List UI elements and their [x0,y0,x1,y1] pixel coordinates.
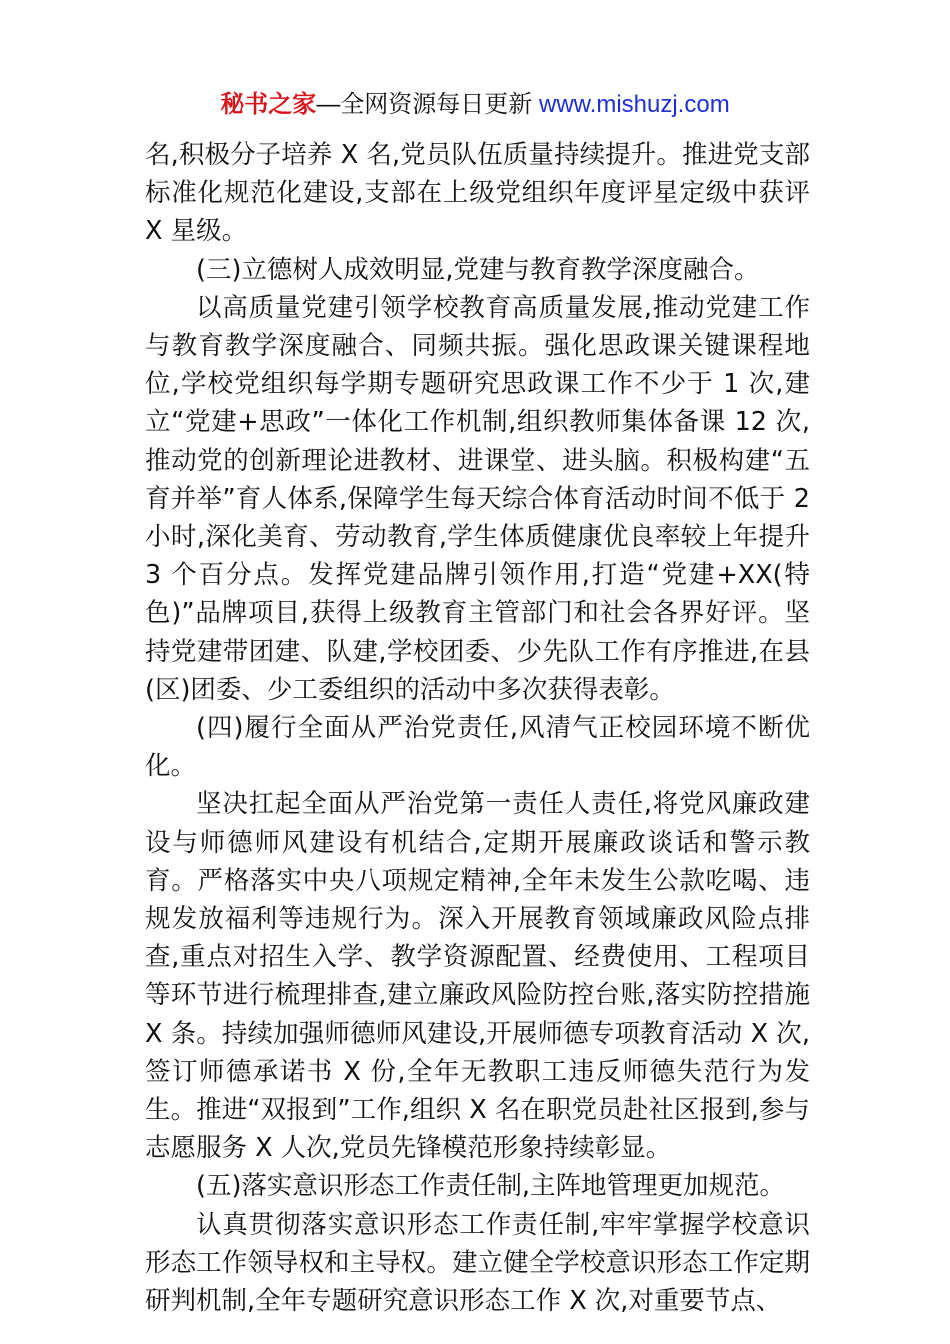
document-body [145,136,810,1320]
section-heading-4: (四)履行全面从严治党责任,风清气正校园环境不断优化。 [145,713,810,782]
brand-name: 秘书之家 [220,91,317,118]
page-header [0,90,950,120]
paragraph: 认真贯彻落实意识形态工作责任制,牢牢掌握学校意识形态工作领导权和主导权。建立健全学校意识形态工作定期研判机制,全年专题研究意识形态工作 X 次,对重要节点、 [145,1209,810,1317]
section-heading-3: (三)立德树人成效明显,党建与教育教学深度融合。 [196,254,760,285]
paragraph: 坚决扛起全面从严治党第一责任人责任,将党风廉政建设与师德师风建设有机结合,定期开展廉政谈话和警示教育。严格落实中央八项规定精神,全年未发生公款吃喝、违规发放福利等违规行为。深入开展教育领域廉政风险点排查,重点对招生入学、教学资源配置、经费使用、工程项目等环节进行梳理排查,建立廉政风险防控台账,落实防控措施 X 条。持续加强师德师风建设,开展师德专项教育活动 X 次,签订师德承诺书 X 份,全年无教职工违反师德失范行为发生。推进“双报到”工作,组织 X 名在职党员赴社区报到,参与志愿服务 X 人次,党员先锋模范形象持续彰显。 [145,789,810,1164]
paragraph-continued: 名,积极分子培养 X 名,党员队伍质量持续提升。推进党支部标准化规范化建设,支部在上级党组织年度评星定级中获评 X 星级。 [145,140,810,247]
paragraph: 以高质量党建引领学校教育高质量发展,推动党建工作与教育教学深度融合、同频共振。强化思政课关键课程地位,学校党组织每学期专题研究思政课工作不少于 1 次,建立“党建+思政”一体化工作机制,组织教师集体备课 12 次,推动党的创新理论进教材、进课堂、进头脑。积极构建“五育并举”育人体系,保障学生每天综合体育活动时间不低于 2 小时,深化美育、劳动教育,学生体质健康优良率较上年提升 3 个百分点。发挥党建品牌引领作用,打造“党建+XX(特色)”品牌项目,获得上级教育主管部门和社会各界好评。坚持党建带团建、队建,学校团委、少先队工作有序推进,在县(区)团委、少工委组织的活动中多次获得表彰。 [145,292,810,705]
section-heading-5: (五)落实意识形态工作责任制,主阵地管理更加规范。 [196,1171,786,1202]
header-slogan: —全网资源每日更新 [316,91,539,118]
site-url[interactable]: www.mishuzj.com [538,91,730,118]
